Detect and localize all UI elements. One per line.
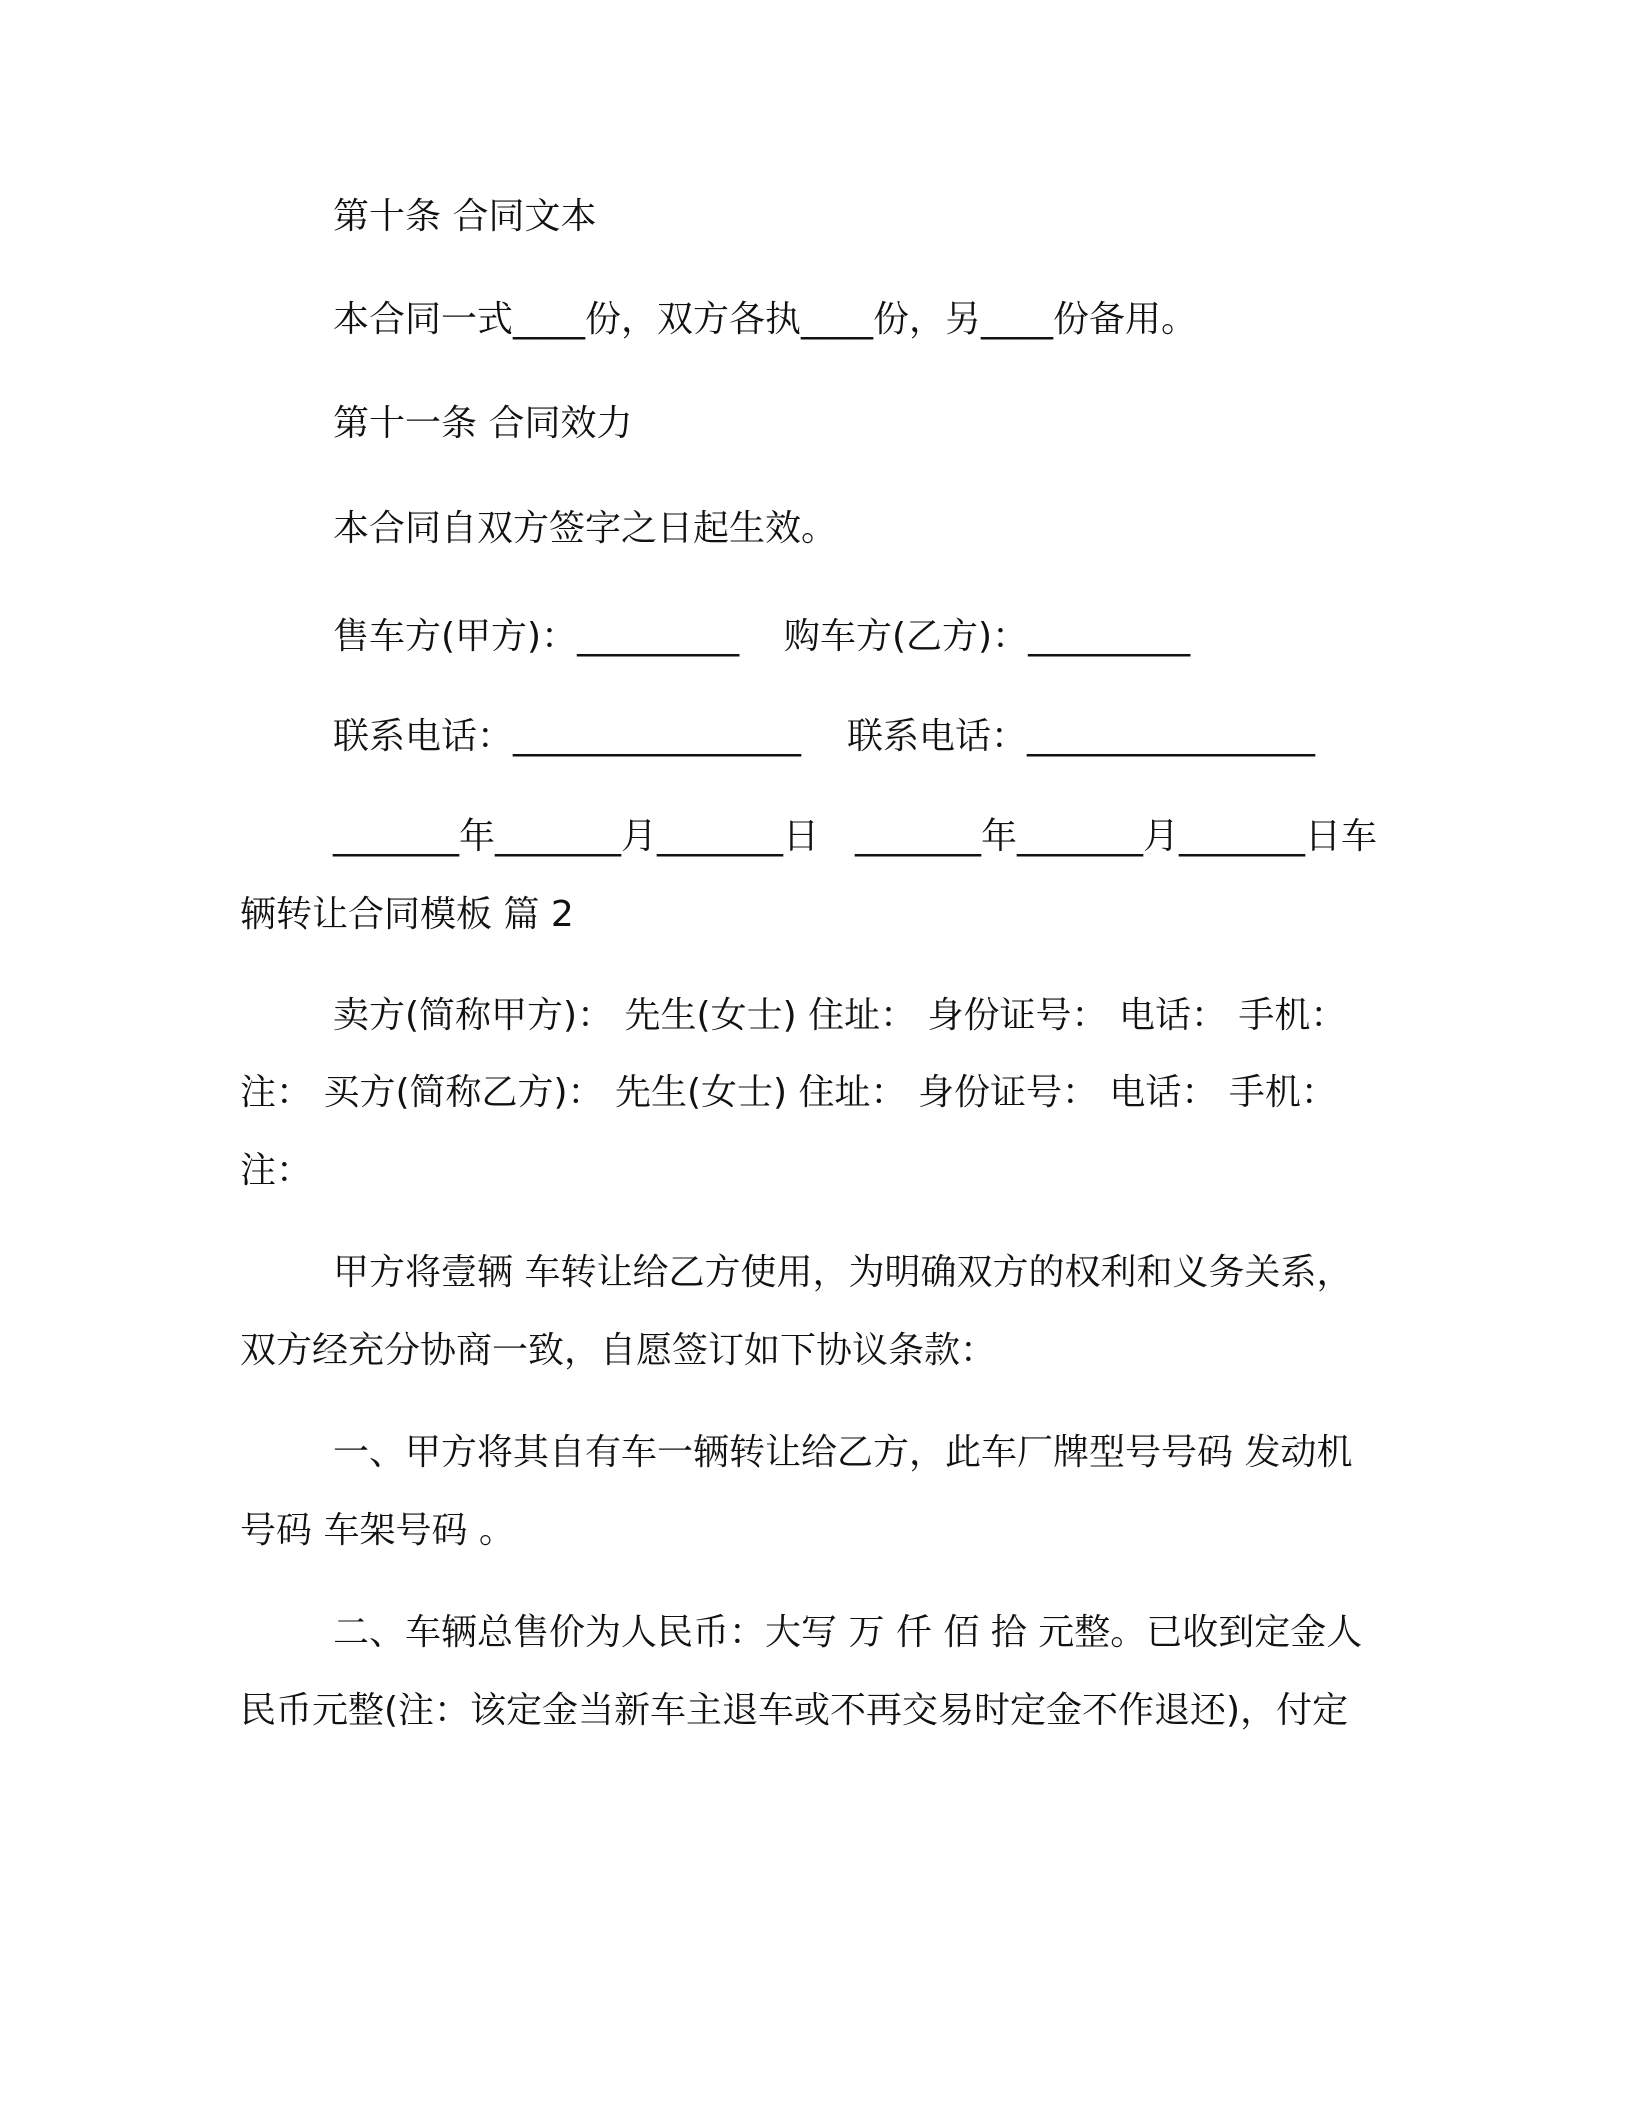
paragraph-line: 一、甲方将其自有车一辆转让给乙方，此车厂牌型号号码 发动机 (333, 1432, 1353, 1473)
paragraph-line: 二、车辆总售价为人民币：大写 万 仟 佰 拾 元整。已收到定金人 (333, 1612, 1363, 1653)
article-11-text: 本合同自双方签字之日起生效。 (333, 508, 838, 549)
paragraph-line: 卖方(简称甲方)： 先生(女士) 住址： 身份证号： 电话： 手机： (333, 995, 1347, 1036)
buyer-date-field: _______年_______月_______日车 (855, 816, 1377, 857)
seller-phone-field: 联系电话：________________ (333, 716, 802, 757)
paragraph-line: 注： (240, 1150, 313, 1191)
paragraph-line: 甲方将壹辆 车转让给乙方使用，为明确双方的权利和义务关系， (333, 1252, 1353, 1293)
paragraph-line: 号码 车架号码 。 (240, 1510, 515, 1551)
paragraph-line: 双方经充分协商一致，自愿签订如下协议条款： (240, 1330, 997, 1371)
template-2-title: 辆转让合同模板 篇 2 (240, 894, 574, 935)
paragraph-line: 民币元整(注：该定金当新车主退车或不再交易时定金不作退还)，付定 (240, 1690, 1349, 1731)
article-11-heading: 第十一条 合同效力 (333, 403, 633, 444)
article-10-text: 本合同一式____份，双方各执____份，另____份备用。 (333, 299, 1198, 340)
buyer-phone-field: 联系电话：________________ (847, 716, 1316, 757)
buyer-signature-field: 购车方(乙方)：_________ (784, 616, 1191, 657)
seller-signature-field: 售车方(甲方)：_________ (333, 616, 740, 657)
article-10-heading: 第十条 合同文本 (333, 196, 597, 237)
seller-date-field: _______年_______月_______日 (333, 816, 819, 857)
paragraph-line: 注： 买方(简称乙方)： 先生(女士) 住址： 身份证号： 电话： 手机： (240, 1072, 1337, 1113)
